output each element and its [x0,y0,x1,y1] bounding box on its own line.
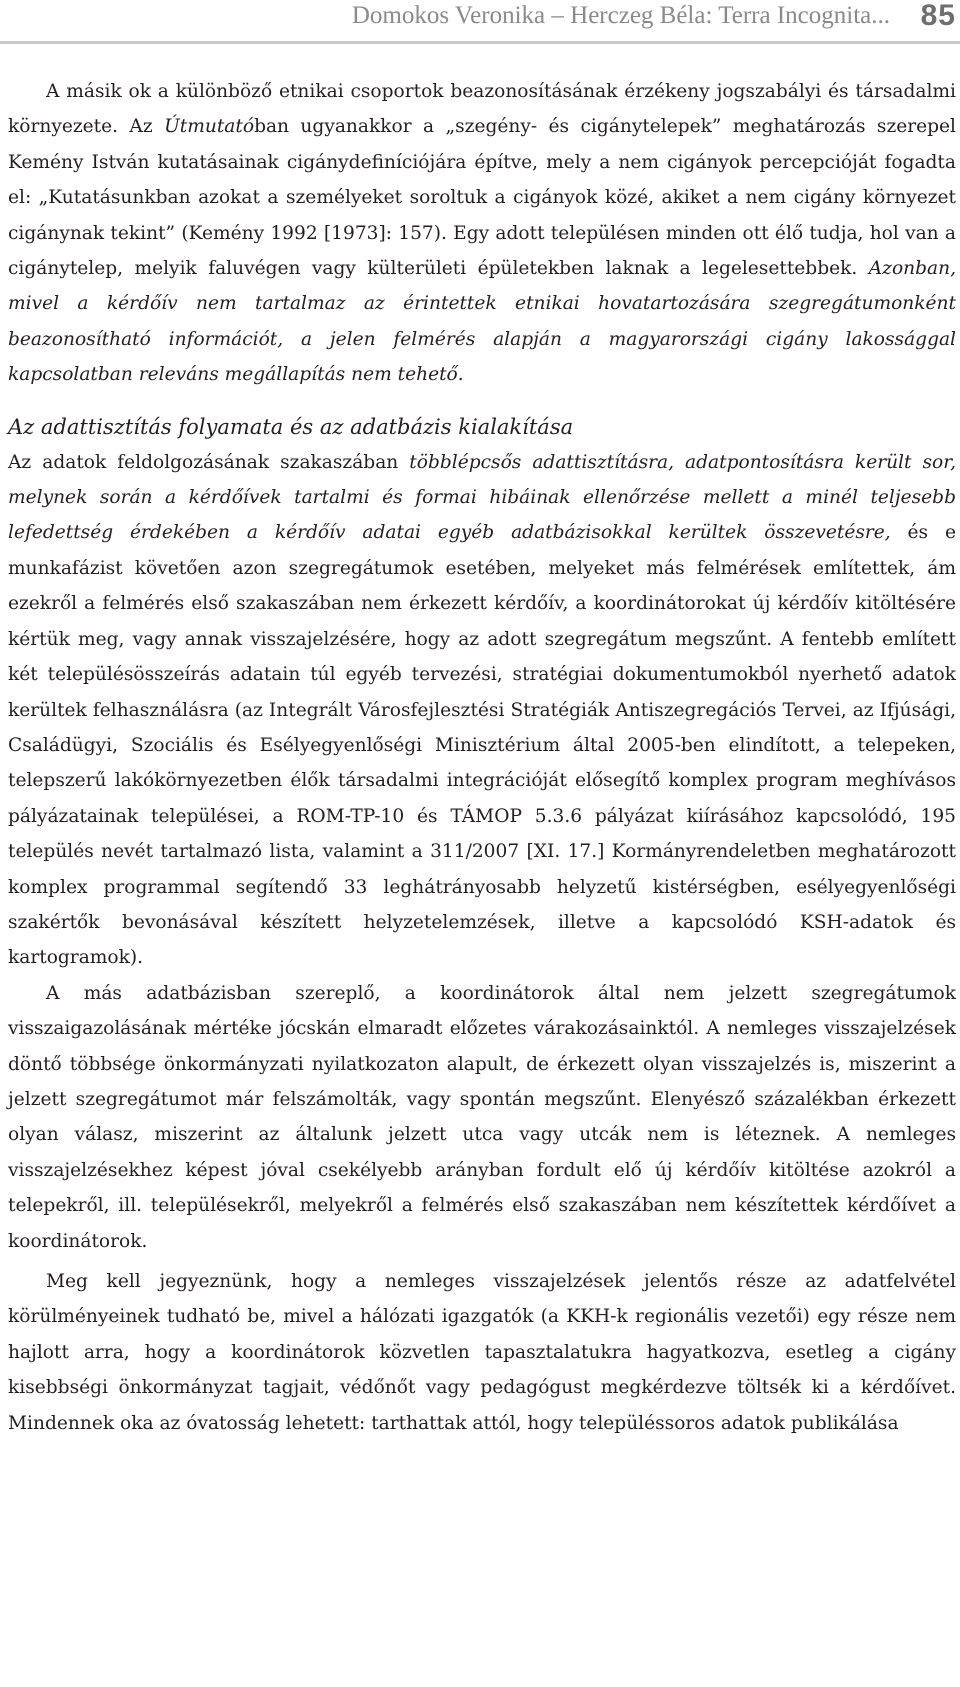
paragraph-3: A más adatbázisban szereplő, a koordinátorok által nem jelzett szegregátumok visszaigazolásának mértéke jócskán elmaradt előzetes várakozásainktól. A nemleges visszajelzések döntő többsége önkormányzati nyilatkozaton alapult, de érkezett olyan visszajelzés is, miszerint a jelzett szegregátumot már felszámolták, vagy spontán megszűnt. Elenyésző százalékban érkezett olyan válasz, miszerint az általunk jelzett utca vagy utcák nem is léteznek. A nemleges visszajelzésekhez képest jóval csekélyebb arányban fordult elő új kérdőív kitöltése azokról a telepekről, ill. településekről, melyekről a felmérés első szakaszában nem készítettek kérdőívet a koordinátorok. [8,982,956,1252]
paragraph-2 [8,445,956,976]
page-body [8,74,956,1441]
section-heading: Az adattisztítás folyamata és az adatbázis kialakítása [8,414,574,439]
paragraph-1 [8,74,956,393]
paragraph-1-italic-b: Azonban, mivel a kérdőív nem tartalmaz az érintettek etnikai hovatartozására szegregátumonként beazonosítható információt, a jelen felmérés alapján a magyarországi cigány lakossággal kapcsolatban releváns megállapítás nem tehető. [8,258,956,386]
paragraph-1-text-b: ban ugyanakkor a „szegény- és cigánytelepek” meghatározás szerepel Kemény István kutatásainak cigánydefiníciójára építve, mely a nem cigányok percepcióját fogadta el: „Kutatásunkban azokat a személyeket soroltuk a cigányok közé, akiket a nem cigány környezet cigánynak tekint” (Kemény 1992 [1973]: 157). Egy adott településen minden ott élő tudja, hol van a cigánytelep, melyik faluvégen vagy külterületi épületekben laknak a legelesettebbek. [8,116,956,280]
running-head: Domokos Veronika – Herczeg Béla: Terra Incognita... [351,2,890,29]
paragraph-4: Meg kell jegyeznünk, hogy a nemleges visszajelzések jelentős része az adatfelvétel körülményeinek tudható be, mivel a hálózati igazgatók (a KKH-k regionális vezetői) egy része nem hajlott arra, hogy a koordinátorok közvetlen tapasztalatukra hagyatkozva, esetleg a cigány kisebbségi önkormányzat tagjait, védőnőt vagy pedagógust megkérdezve töltsék ki a kérdőívet. Mindennek oka az óvatosság lehetett: tarthattak attól, hogy településsoros adatok publikálása [8,1271,956,1434]
page-number: 85 [920,0,956,32]
paragraph-2-text-b: és e munkafázist követően azon szegregátumok esetében, melyeket más felmérések említettek, ám ezekről a felmérés első szakaszában nem érkezett kérdőív, a koordinátorokat új kérdőív kitöltésére kértük meg, vagy annak visszajelzésére, hogy az adott szegregátum megszűnt. A fentebb említett két településösszeírás adatain túl egyéb tervezési, stratégiai dokumentumokból nyerhető adatok kerültek felhasználásra (az Integrált Városfejlesztési Stratégiák Antiszegregációs Tervei, az Ifjúsági, Családügyi, Szociális és Esélyegyenlőségi Minisztérium által 2005-ben elindított, a telepeken, telepszerű lakókörnyezetben élők társadalmi integrációját elősegítő komplex program meghívásos pályázatainak települései, a ROM-TP-10 és TÁMOP 5.3.6 pályázat kiírásához kapcsolódó, 195 település nevét tartalmazó lista, valamint a 311/2007 [XI. 17.] Kormányrendeletben meghatározott komplex programmal segítendő 33 leghátrányosabb helyzetű kistérségben, esélyegyenlőségi szakértők bevonásával készített helyzetelemzések, illetve a kapcsolódó KSH-adatok és kartogramok). [8,522,956,969]
paragraph-2-italic-a: többlépcsős adattisztításra, adatpontosításra került sor, melynek során a kérdőívek tartalmi és formai hibáinak ellenőrzése mellett a minél teljesebb lefedettség érdekében a kérdőív adatai egyéb adatbázisokkal kerültek összevetésre, [8,451,956,544]
page-header [0,0,960,40]
paragraph-1-text-a: A másik ok a különböző etnikai csoportok beazonosításának érzékeny jogszabályi és társadalmi környezete. Az [8,81,956,138]
paragraph-1-italic-a: Útmutató [164,116,255,138]
paragraph-2-text-a: Az adatok feldolgozásának szakaszában [8,451,410,473]
header-rule [0,41,960,44]
